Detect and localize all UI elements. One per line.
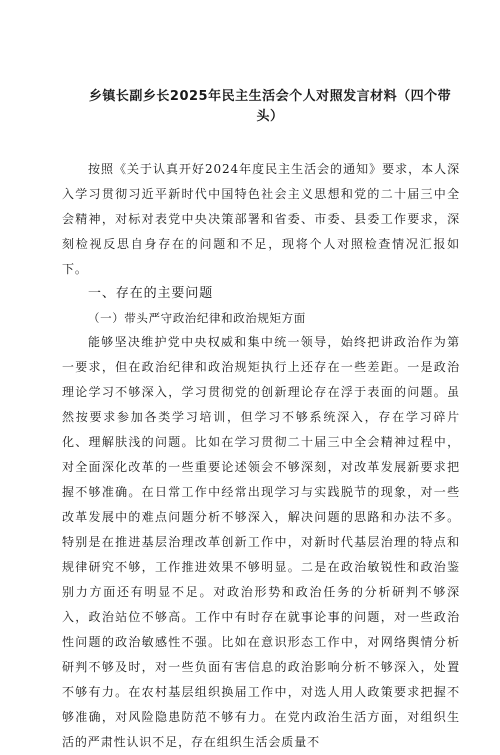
document-body	[62, 157, 460, 755]
body-paragraph-1: 能够坚决维护党中央权威和集中统一领导，始终把讲政治作为第一要求，但在政治纪律和政治规矩执行上还存在一些差距。一是政治理论学习不够深入，学习贯彻党的创新理论存在浮于表面的问题。虽然按要求参加各类学习培训，但学习不够系统深入，存在学习碎片化、理解肤浅的问题。比如在学习贯彻二十届三中全会精神过程中，对全面深化改革的一些重要论述领会不够深刻，对改革发展新要求把握不够准确。在日常工作中经常出现学习与实践脱节的现象，对一些改革发展中的难点问题分析不够深入，解决问题的思路和办法不多。特别是在推进基层治理改革创新工作中，对新时代基层治理的特点和规律研究不够，工作推进效果不够明显。二是在政治敏锐性和政治鉴别力方面还有明显不足。对政治形势和政治任务的分析研判不够深入，政治站位不够高。工作中有时存在就事论事的问题，对一些政治性问题的政治敏感性不强。比如在意识形态工作中，对网络舆情分析研判不够及时，对一些负面有害信息的政治影响分析不够深入，处置不够有力。在农村基层组织换届工作中，对选人用人政策要求把握不够准确，对风险隐患防范不够有力。在党内政治生活方面，对组织生活的严肃性认识不足，存在组织生活会质量不	[62, 335, 460, 749]
document-title: 乡镇长副乡长2025年民主生活会个人对照发言材料（四个带头）	[88, 89, 452, 124]
intro-paragraph: 按照《关于认真开好2024年度民主生活会的通知》要求，本人深入学习贯彻习近平新时代中国特色社会主义思想和党的二十届三中全会精神，对标对表党中央决策部署和省委、市委、县委工作要求，深刻检视反思自身存在的问题和不足，现将个人对照检查情况汇报如下。	[62, 162, 460, 276]
section-heading-1: 一、存在的主要问题	[88, 286, 214, 301]
subsection-heading-1: （一）带头严守政治纪律和政治规矩方面	[88, 311, 306, 325]
